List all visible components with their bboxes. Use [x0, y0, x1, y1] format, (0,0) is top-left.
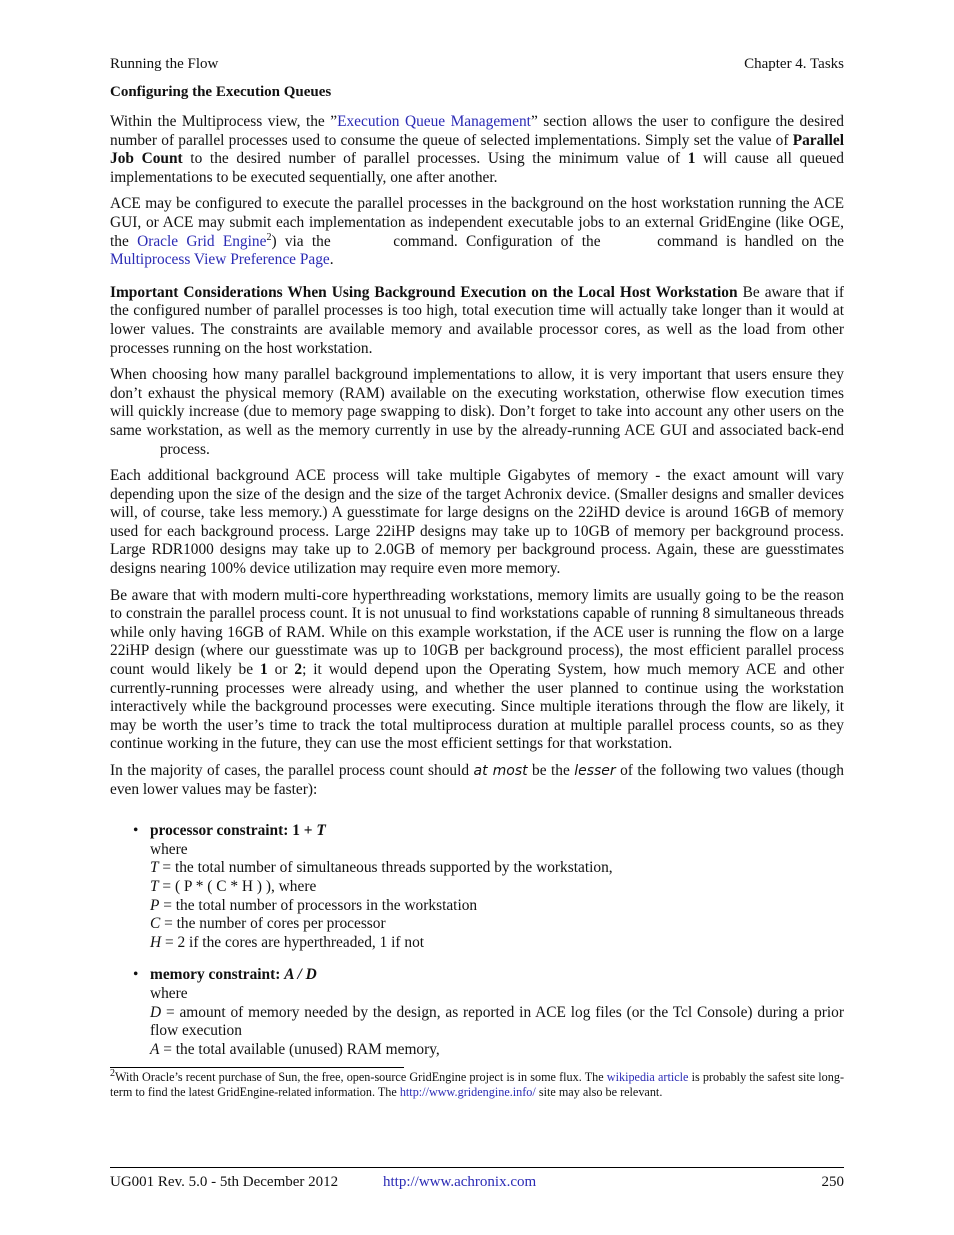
footer-doc-id: UG001 Rev. 5.0 - 5th December 2012 — [110, 1174, 339, 1190]
oracle-grid-engine-link[interactable]: Oracle Grid Engine — [137, 232, 267, 250]
footnote-ref: 2 — [266, 231, 272, 243]
paragraph-5: Each additional background ACE process will take multiple Gigabytes of memory - the exact amount will vary depending upon the size of the design and the size of the target Achronix device. (Smaller designs and smaller devices will, of course, take less memory.) A guesstimate for large designs on the 22iHD device is around 16GB of memory used for each background process. Large 22iHP designs may take up to 10GB of memory per background process. Large RDR1000 designs may take up to 2.0GB of memory per background process. Again, these are guesstimates designs nearing 100% device utilization may require even more memory. — [110, 467, 844, 578]
footer-website-link[interactable]: http://www.achronix.com — [383, 1174, 537, 1190]
document-page — [110, 54, 844, 1100]
paragraph-3: Important Considerations When Using Background Execution on the Local Host Workstation Be aware that if the configured number of parallel processes is too high, total execution time will actually take longer than it would at lower values. The constraints are available memory and available processor cores, as well as the load from other processes running on the host workstation. — [110, 283, 844, 357]
multiprocess-pref-link[interactable]: Multiprocess View Preference Page — [110, 251, 330, 269]
page-number: 250 — [821, 1174, 844, 1190]
list-item: • processor constraint: 1 + T where T = the total number of simultaneous threads supported by the workstation, T = ( P * ( C * H ) ), where P = the total number of processors in the workstation C = the number of cores per processor H = 2 if the cores are hyperthreaded, 1 if not — [133, 822, 613, 951]
footnote-rule — [110, 1067, 404, 1068]
paragraph-4: When choosing how many parallel background implementations to allow, it is very important that users ensure they don’t exhaust the physical memory (RAM) available on the executing workstation, otherwise flow execution times will quickly increase (due to memory page swapping to disk). Don’t forget to take into account any other users on the same workstation, as well as the memory currently in use by the already-running ACE GUI and associated back-end process. — [110, 366, 844, 458]
paragraph-6: Be aware that with modern multi-core hyperthreading workstations, memory limits are usually going to be the reason to constrain the parallel process count. It is not unusual to find workstations capable of running 8 simultaneous threads while only having 16GB of RAM. While on this example workstation, if the ACE user is running the flow on a large 22iHP design (where our guesstimate was up to 10GB per background process), the most efficient parallel process count would likely be 1 or 2; it would depend upon the Operating System, how much memory ACE and other currently-running processes were already using, and whether the user planned to continue using the workstation interactively while the background processes were executing. Since multiple iterations through the flow are likely, it may be worth the user’s time to track the total multiprocess duration at multiple parallel process counts, so as they continue working in the future, they can use the most efficient settings for that workstation. — [110, 586, 844, 753]
considerations-heading: Important Considerations When Using Background Execution on the Local Host Workstation — [110, 283, 738, 301]
footnote: $^2$With Oracle’s recent purchase of Sun, the free, open-source GridEngine project is in some flux. The wikipedia article is probably the safest site long-term to find the latest GridEngine-related information. The http://www.gridengine.info/ site may also be relevant. — [110, 1068, 844, 1100]
header-right: Chapter 4. Tasks — [744, 56, 844, 72]
paragraph-2: ACE may be configured to execute the parallel processes in the background on the host workstation running the ACE GUI, or ACE may submit each implementation as independent executable jobs to an external GridEngine (like OGE, the Oracle Grid Engine$^2$) via the command. Configuration of the command is handled on the Multiprocess View Preference Page. — [110, 195, 845, 269]
wikipedia-link[interactable]: wikipedia article — [606, 1070, 689, 1085]
bullet-icon: • — [133, 966, 139, 984]
paragraph-7: In the majority of cases, the parallel process count should at most be the lesser of the following two values (though even lower values may be faster): — [110, 762, 844, 798]
page-footer — [110, 1167, 844, 1191]
bullet-icon: • — [133, 822, 139, 840]
constraint-list — [110, 822, 844, 1059]
execution-queue-link[interactable]: Execution Queue Management — [337, 113, 531, 130]
paragraph-1: Within the Multiprocess view, the ”Execution Queue Management” section allows the user to configure the desired number of parallel processes used to consume the queue of selected implementations. Simply set the value of Parallel Job Count to the desired number of parallel processes. Using the minimum value of 1 will cause all queued implementations to be executed sequentially, one after another. — [110, 113, 844, 186]
header-left: Running the Flow — [110, 56, 219, 72]
section-title: Configuring the Execution Queues — [110, 84, 332, 100]
list-item: • memory constraint: A / D where D = amount of memory needed by the design, as reported in ACE log files (or the Tcl Console) during a prior flow execution A = the total available (unused) RAM memory, — [133, 966, 844, 1058]
running-header — [110, 54, 844, 74]
gridengine-info-link[interactable]: http://www.gridengine.info/ — [399, 1085, 536, 1100]
